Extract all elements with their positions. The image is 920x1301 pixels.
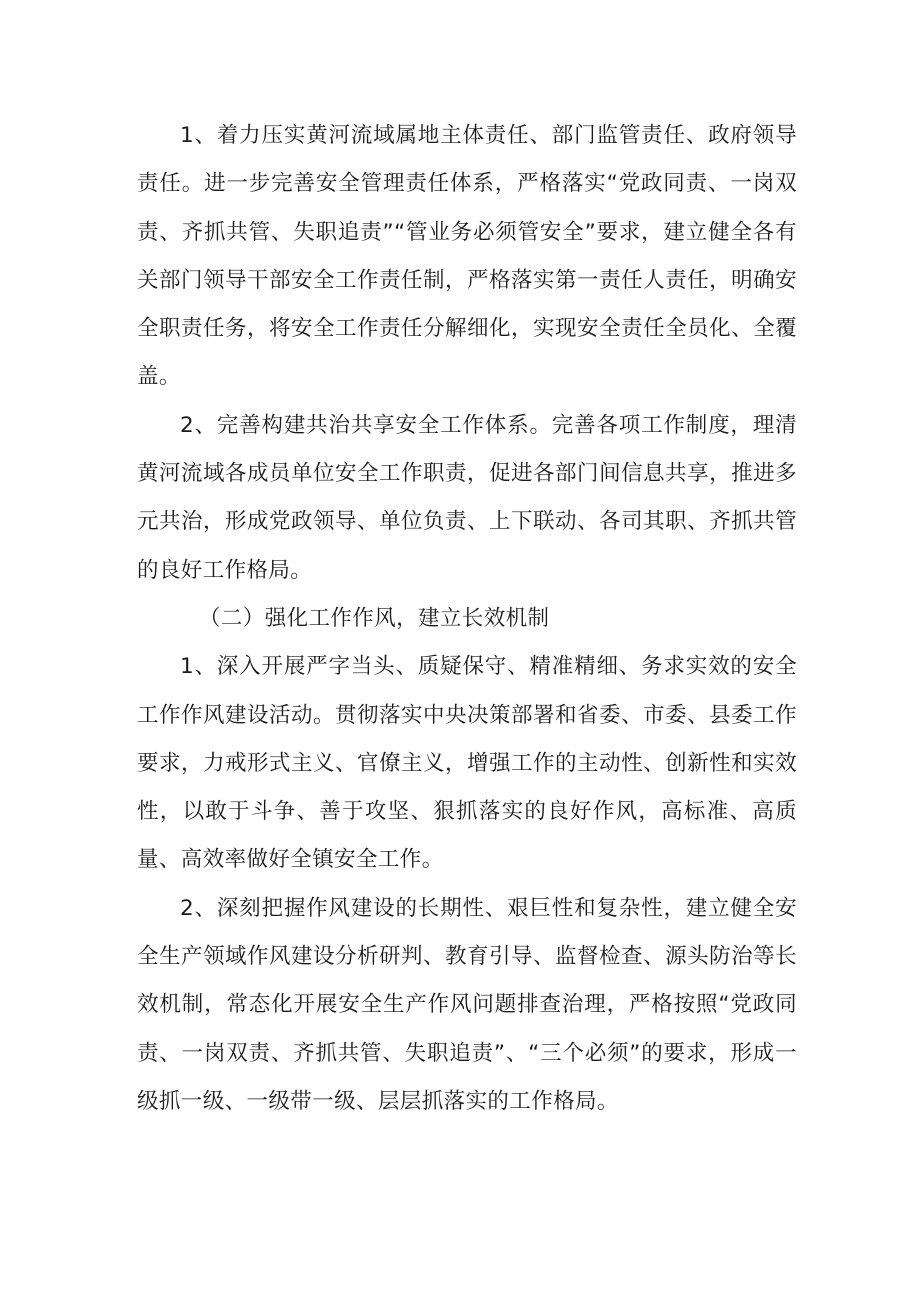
paragraph-responsibility: 1、着力压实黄河流域属地主体责任、部门监管责任、政府领导责任。进一步完善安全管理责任体系，严格落实“党政同责、一岗双责、齐抓共管、失职追责”“管业务必须管安全”要求，建立健全各有关部门领导干部安全工作责任制，严格落实第一责任人责任，明确安全职责任务，将安全工作责任分解细化，实现安全责任全员化、全覆盖。: [137, 123, 797, 390]
paragraph-long-term-mechanism: 2、深刻把握作风建设的长期性、艰巨性和复杂性，建立健全安全生产领域作风建设分析研判、教育引导、监督检查、源头防治等长效机制，常态化开展安全生产作风问题排查治理，严格按照“党政同责、一岗双责、齐抓共管、失职追责”、“三个必须”的要求，形成一级抓一级、一级带一级、层层抓落实的工作格局。: [137, 895, 797, 1114]
paragraph-work-style: 1、深入开展严字当头、质疑保守、精准精细、务求实效的安全工作作风建设活动。贯彻落实中央决策部署和省委、市委、县委工作要求，力戒形式主义、官僚主义，增强工作的主动性、创新性和实效性，以敢于斗争、善于攻坚、狠抓落实的良好作风，高标准、高质量、高效率做好全镇安全工作。: [137, 654, 797, 873]
document-body: [137, 112, 797, 1126]
paragraph-governance-system: 2、完善构建共治共享安全工作体系。完善各项工作制度，理清黄河流域各成员单位安全工作职责，促进各部门间信息共享，推进多元共治，形成党政领导、单位负责、上下联动、各司其职、齐抓共管的良好工作格局。: [137, 412, 797, 583]
section-heading: （二）强化工作作风，建立长效机制: [199, 605, 550, 631]
